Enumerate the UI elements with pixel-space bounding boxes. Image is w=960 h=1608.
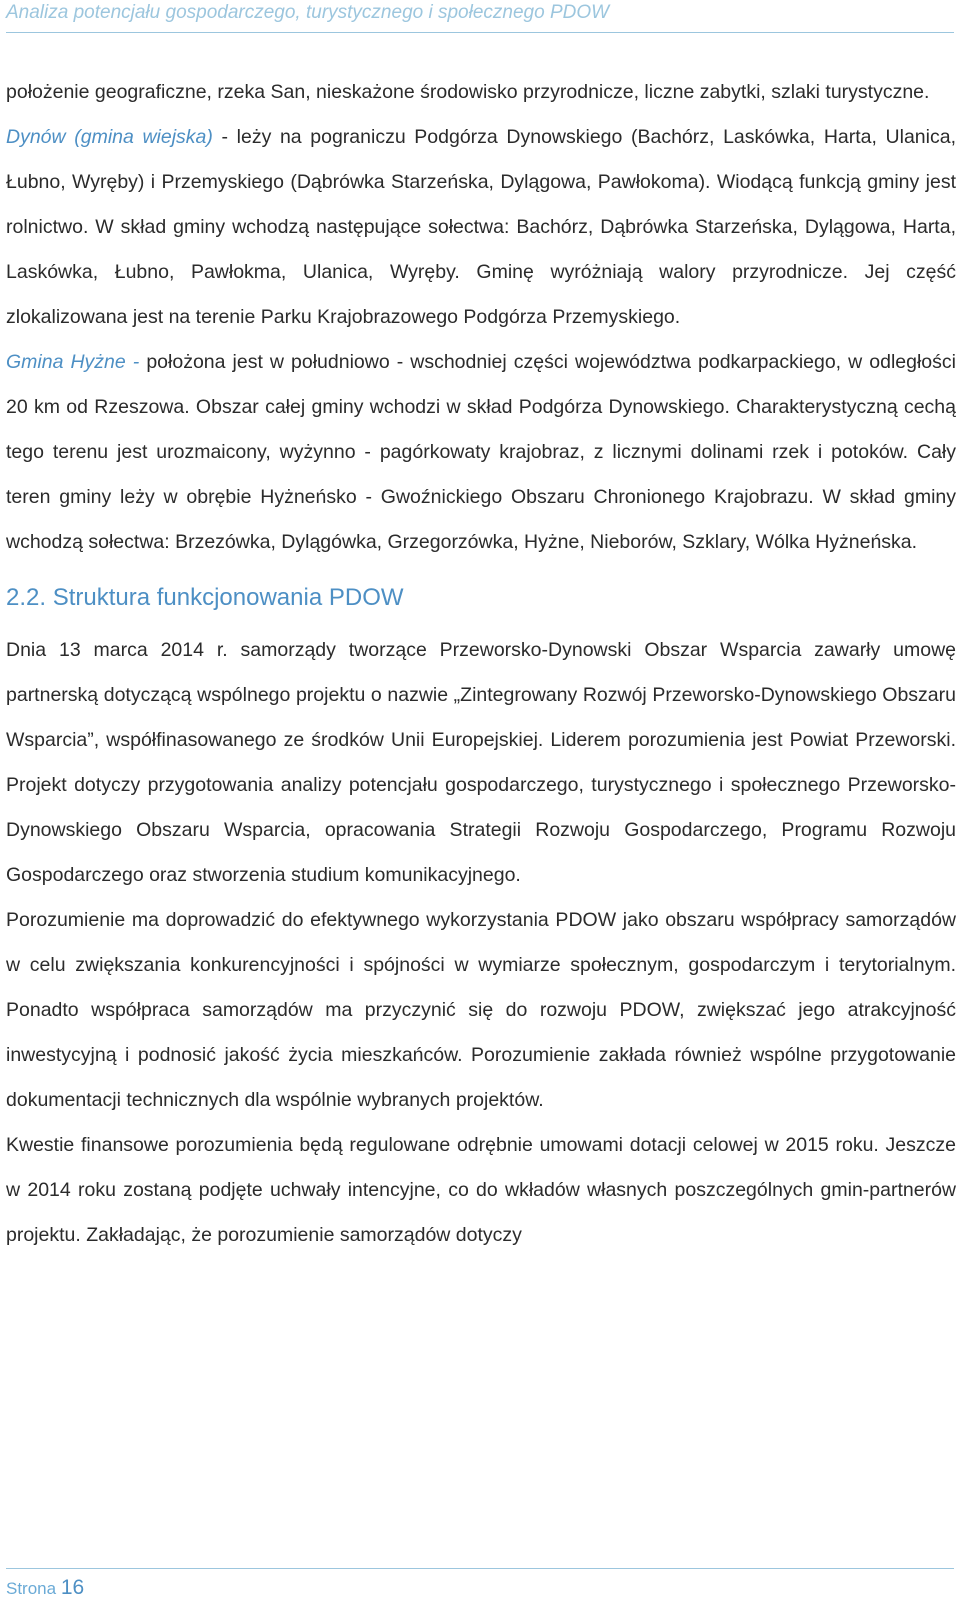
section-heading: 2.2. Struktura funkcjonowania PDOW: [6, 584, 404, 611]
header-divider: [6, 32, 954, 33]
paragraph-continuation: położenie geograficzne, rzeka San, nieskażone środowisko przyrodnicze, liczne zabytki, szlaki turystyczne.: [6, 81, 930, 103]
page-label: Strona: [6, 1579, 57, 1598]
footer-divider: [6, 1568, 954, 1569]
paragraph-dynow: [6, 115, 956, 340]
paragraph-text-dynow: - leży na pograniczu Podgórza Dynowskiego (Bachórz, Laskówka, Harta, Ulanica, Łubno, Wyręby) i Przemyskiego (Dąbrówka Starzeńska, Dylągowa, Pawłokoma). Wiodącą funkcją gminy jest rolnictwo. W skład gminy wchodzą następujące sołectwa: Bachórz, Dąbrówka Starzeńska, Dylągowa, Harta, Laskówka, Łubno, Pawłokma, Ulanica, Wyręby. Gminę wyróżniają walory przyrodnicze. Jej część zlokalizowana jest na terenie Parku Krajobrazowego Podgórza Przemyskiego.: [6, 126, 956, 328]
paragraph-text-hyzne: położona jest w południowo - wschodniej części województwa podkarpackiego, w odległości 20 km od Rzeszowa. Obszar całej gminy wchodzi w skład Podgórza Dynowskiego. Charakterystyczną cechą tego terenu jest urozmaicony, wyżynno - pagórkowaty krajobraz, z licznymi dolinami rzek i potoków. Cały teren gminy leży w obrębie Hyżneńsko - Gwoźnickiego Obszaru Chronionego Krajobrazu. W skład gminy wchodzą sołectwa: Brzezówka, Dylągówka, Grzegorzówka, Hyżne, Nieborów, Szklary, Wólka Hyżneńska.: [6, 351, 956, 553]
paragraph-agreement: Dnia 13 marca 2014 r. samorządy tworzące Przeworsko-Dynowski Obszar Wsparcia zawarły umowę partnerską dotyczącą wspólnego projektu o nazwie „Zintegrowany Rozwój Przeworsko-Dynowskiego Obszaru Wsparcia”, współfinasowanego ze środków Unii Europejskiej. Liderem porozumienia jest Powiat Przeworski. Projekt dotyczy przygotowania analizy potencjału gospodarczego, turystycznego i społecznego Przeworsko-Dynowskiego Obszaru Wsparcia, opracowania Strategii Rozwoju Gospodarczego, Programu Rozwoju Gospodarczego oraz stworzenia studium komunikacyjnego.: [6, 639, 956, 886]
paragraph-finance: Kwestie finansowe porozumienia będą regulowane odrębnie umowami dotacji celowej w 2015 roku. Jeszcze w 2014 roku zostaną podjęte uchwały intencyjne, co do wkładów własnych poszczególnych gmin-partnerów projektu. Zakładając, że porozumienie samorządów dotyczy: [6, 1134, 956, 1246]
page-number: 16: [60, 1576, 85, 1599]
page-footer: [6, 1576, 84, 1600]
paragraph-hyzne: [6, 340, 956, 565]
paragraph-lead-hyzne: Gmina Hyżne -: [6, 351, 140, 373]
paragraph-goals: Porozumienie ma doprowadzić do efektywnego wykorzystania PDOW jako obszaru współpracy samorządów w celu zwiększania konkurencyjności i spójności w wymiarze społecznym, gospodarczym i terytorialnym. Ponadto współpraca samorządów ma przyczynić się do rozwoju PDOW, zwiększać jego atrakcyjność inwestycyjną i podnosić jakość życia mieszkańców. Porozumienie zakłada również wspólne przygotowanie dokumentacji technicznych dla wspólnie wybranych projektów.: [6, 909, 956, 1111]
paragraph-lead-dynow: Dynów (gmina wiejska): [6, 126, 213, 148]
document-body: [6, 70, 956, 1258]
running-header: Analiza potencjału gospodarczego, turystycznego i społecznego PDOW: [6, 2, 610, 23]
